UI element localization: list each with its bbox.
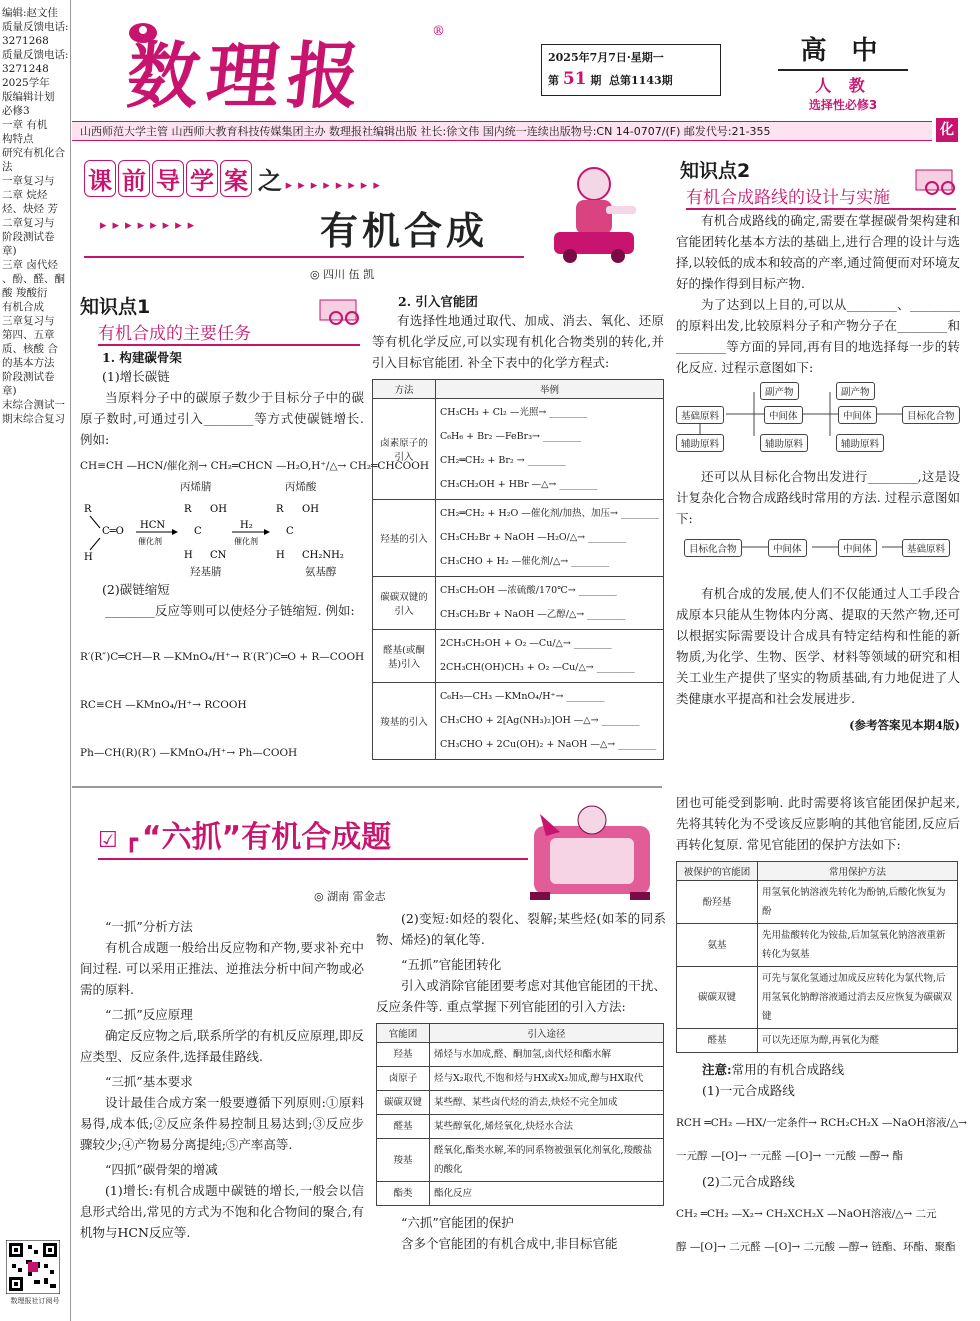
intro-example: 2CH₃CH(OH)CH₃ + O₂ —Cu/△→ ________ (439, 662, 635, 673)
banner1-arrows: ▸▸▸▸▸▸▸▸ (100, 218, 201, 233)
svg-text:H₂: H₂ (240, 520, 253, 531)
kp2-p1: 有机合成路线的确定,需要在掌握碳骨架构建和官能团转化基本方法的基础上,进行合理的设计与选择,以较低的成本和较高的产率,通过简便而对环境友好的操作得到目标产物. (676, 213, 960, 291)
intro-method: 卤素原子的引入 (373, 399, 436, 500)
six-c2b: 引入或消除官能团要考虑对其他官能团的干扰、反应条件等. 重点掌握下列官能团的引入方法: (376, 978, 666, 1014)
sidebar-line: 3271268 (2, 35, 49, 47)
kp2-title: 有机合成路线的设计与实施 (686, 183, 956, 210)
six-col1 (80, 912, 364, 1243)
intro-row (373, 399, 664, 500)
issue-date: 2025年7月7日·星期一 (548, 51, 664, 64)
glasses-icon (318, 296, 364, 326)
sidebar-line: 质、核酸 合 (2, 343, 58, 355)
table-row (377, 1067, 664, 1091)
banner1-rule (84, 256, 524, 258)
kp1-r2-names: 羟基腈 氨基醇 (190, 566, 337, 578)
svg-text:催化剂: 催化剂 (138, 537, 162, 546)
svg-text:OH: OH (210, 504, 227, 515)
kp1-r1-names: 丙烯腈 丙烯酸 (180, 481, 317, 493)
sidebar-text (2, 6, 69, 426)
kp2-body (676, 210, 960, 733)
sidebar-line: 编辑:赵文佳 (2, 7, 59, 19)
table-cell: 可以先还原为醇,再氧化为醛 (758, 1029, 958, 1053)
book-label: 选择性必修3 (808, 98, 878, 112)
table-row (677, 1029, 958, 1053)
six-note: 注意:常用的有机合成路线 (702, 1062, 845, 1077)
svg-text:R: R (276, 504, 284, 515)
kp1-h1: 1. 构建碳骨架 (102, 350, 182, 365)
banner1-pill: 课 (84, 160, 116, 197)
kp1-aldehyde-structure (80, 498, 364, 564)
banner1-pill: 学 (186, 160, 218, 197)
kp2-p4: 有机合成的发展,使人们不仅能通过人工手段合成原本只能从生物体内分离、提取的天然产物,还可以根据实际需要设计合成具有特定结构和性能的新物质,为化学、生物、医学、材料等领域的研究和相关工业生产提供了坚实的物质基础,有力地促进了人类健康水平提高和社会发展进步. (676, 586, 960, 706)
route2-line1: CH₂ ═CH₂ —X₂→ CH₂XCH₂X —NaOH溶液/△→ 二元 (676, 1208, 937, 1220)
six-heading: “二抓”反应原理 (105, 1007, 193, 1022)
svg-text:R: R (184, 504, 192, 515)
banner1-title: 有机合成 (320, 209, 489, 253)
date-box (541, 44, 721, 96)
svg-text:OH: OH (302, 504, 319, 515)
six-heading: “三抓”基本要求 (105, 1074, 193, 1089)
sidebar-line: 研究有机化合 (2, 147, 65, 159)
table-cell: 酯化反应 (430, 1182, 664, 1206)
intro-row (373, 630, 664, 683)
table-cell: 某些醇氧化,烯烃氧化,炔烃水合法 (430, 1115, 664, 1139)
kp1-reaction4: RC≡CH —KMnO₄/H⁺→ RCOOH (80, 699, 247, 711)
table-cell: 碳碳双键 (377, 1091, 430, 1115)
route1-line1: RCH ═CH₂ —HX/一定条件→ RCH₂CH₂X —NaOH溶液/△→ (676, 1117, 967, 1129)
table-row (677, 924, 958, 967)
issue-number: 51 (562, 69, 587, 89)
table-cell: 先用盐酸转化为铵盐,后加氢氧化钠溶液重新转化为氨基 (758, 924, 958, 967)
sidebar-line: 的基本方法 (2, 357, 55, 369)
sidebar-line: 末综合测试一 (2, 399, 65, 411)
sidebar-line: 三章 卤代烃 (2, 259, 58, 271)
svg-text:C: C (286, 526, 294, 537)
kp1b (372, 292, 664, 760)
svg-text:HCN: HCN (140, 520, 166, 531)
table-cell: 可先与氯化氢通过加成反应转化为氯代物,后用氢氧化钠醇溶液通过消去反应恢复为碳碳双键 (758, 967, 958, 1029)
sidebar-line: 章) (2, 245, 17, 257)
table-cell: 烯烃与水加成,醛、酮加氢,卤代烃和酯水解 (430, 1043, 664, 1067)
svg-text:C═O: C═O (102, 526, 124, 537)
sidebar-line: 有机合成 (2, 301, 44, 313)
kp1-p2: ________反应等则可以使烃分子链缩短. 例如: (105, 603, 355, 618)
intro-example: CH₃CHO + 2[Ag(NH₃)₂]OH —△→ ________ (439, 715, 640, 726)
sidebar-line: 2025学年 (2, 77, 50, 89)
table-row (677, 881, 958, 924)
kp1-reaction3: R′(R″)C═CH—R —KMnO₄/H⁺→ R′(R″)C═O + R—COOH (80, 651, 365, 663)
table-row (377, 1043, 664, 1067)
intro-example: CH₃CH₂OH —浓硫酸/170℃→ ________ (439, 585, 617, 596)
intro-method: 醛基(或酮基)引入 (373, 630, 436, 683)
table-row (677, 967, 958, 1029)
svg-text:H: H (276, 550, 285, 561)
table-cell: 卤原子 (377, 1067, 430, 1091)
intro-row (373, 577, 664, 630)
intro-row (373, 500, 664, 577)
sidebar-line: 一章 有机 (2, 119, 48, 131)
six-c2h2: “六抓”官能团的保护 (401, 1215, 514, 1230)
qr-caption: 数理报社订阅号 (10, 1297, 60, 1305)
kp2-p2: 为了达到以上目的,可以从________、________的原料出发,比较原料分子和产物分子在________和________等方面的异同,再有目的地选择每一步的转化反应. 过程示意图如下: (676, 297, 960, 375)
kp1-h1a: (1)增长碳链 (102, 369, 170, 384)
robot-illustration (534, 160, 654, 264)
intro-example: CH₃CH₃ + Cl₂ —光照→ ________ (439, 407, 588, 418)
tv-illustration (520, 796, 660, 904)
sidebar-line: 构特点 (2, 133, 34, 145)
sidebar-line: 酸 羧酸衍 (2, 287, 48, 299)
subject-badge: 化 (936, 118, 958, 142)
kp1-title: 有机合成的主要任务 (98, 319, 360, 346)
banner2: ☑ ┏ “六抓”有机合成题 (98, 820, 392, 855)
sidebar-line: 章) (2, 385, 17, 397)
table-row (377, 1139, 664, 1182)
svg-text:H: H (184, 550, 193, 561)
registered-mark: ® (432, 24, 445, 39)
left-sidebar (0, 0, 71, 1321)
kp1b-h2: 2. 引入官能团 (398, 294, 478, 309)
banner2-rule (98, 858, 528, 860)
grade-box (778, 30, 908, 113)
publisher-info-bar: 山西师范大学主管 山西师大教育科技传媒集团主办 数理报社编辑出版 社长:徐文伟 国内统一连续出版物号:CN 14-0707/(F) 邮发代号:21-355 (72, 121, 932, 141)
sidebar-line: 二章 烷烃 (2, 189, 48, 201)
fg-intro-table: 官能团 引入途径 羟基 烯烃与水加成,醛、酮加氢,卤代烃和酯水解 卤原子 烃与X₂取代,不饱和烃与HX或X₂加成,醇与HX取代 碳碳双键 某些醇、某些卤代烃的消去,炔烃不完全加成 醛基 某些醇氧化,烯烃氧化,炔烃水合法 羧基 醛氧化,酯类水解,苯的同系物被强氧化剂氧化,羧酸盐的酸化 酯类 酯化反应 (376, 1023, 664, 1206)
grade-label: 高 中 (800, 36, 886, 66)
kp1-p1: 当原料分子中的碳原子数少于目标分子中的碳原子数时,可通过引入________等方式使碳链增长. 例如: (80, 390, 364, 447)
sidebar-line: 三章复习与 (2, 315, 55, 327)
kp2-p3: 还可以从目标化合物出发进行________,这是设计复杂化合物合成路线时常用的方法. 过程示意图如下: (676, 469, 960, 526)
table-cell: 醛基 (677, 1029, 758, 1053)
table-cell: 酯类 (377, 1182, 430, 1206)
table-cell: 烃与X₂取代,不饱和烃与HX或X₂加成,醇与HX取代 (430, 1067, 664, 1091)
six-c2a: (2)变短:如烃的裂化、裂解;某些烃(如苯的同系物、烯烃)的氧化等. (376, 911, 666, 947)
banner1-pill: 导 (152, 160, 184, 197)
issue-line: 第 51 期 总第1143期 (548, 69, 673, 89)
route2-heading: (2)二元合成路线 (702, 1174, 795, 1189)
six-c2c: 含多个官能团的有机合成中,非目标官能 (401, 1236, 618, 1251)
table-cell: 用氢氧化钠溶液先转化为酚钠,后酸化恢复为酚 (758, 881, 958, 924)
intro-example: CH₃CH₂OH + HBr —△→ ________ (439, 479, 598, 490)
kp1b-para: 有选择性地通过取代、加成、消去、氧化、还原等有机化学反应,可以实现有机化合物类别的转化,并引入目标官能团. 补全下表中的化学方程式: (372, 313, 664, 370)
intro-example: CH₂═CH₂ + Br₂ → ________ (439, 455, 566, 466)
protect-table: 被保护的官能团 常用保护方法 酚羟基 用氢氧化钠溶液先转化为酚钠,后酸化恢复为酚 氨基 先用盐酸转化为铵盐,后加氢氧化钠溶液重新转化为氨基 碳碳双键 可先与氯化氢通过加成反应转化为氯代物,后用氢氧化钠醇溶液通过消去反应恢复为碳碳双键 醛基 可以先还原为醇,再氧化为醛 (676, 861, 958, 1053)
six-col3 (676, 792, 967, 1254)
table-cell: 酚羟基 (677, 881, 758, 924)
kp2-diagram2: 目标化合物 中间体 中间体 基础原料 (676, 535, 960, 565)
table-cell: 羟基 (377, 1043, 430, 1067)
kp1-h1b: (2)碳链缩短 (102, 582, 170, 597)
intro-group-table: 方法 举例 卤素原子的引入 CH₃CH₃ + Cl₂ —光照→ ________ C₆H₆ + Br₂ —FeBr₃→ ________ CH₂═CH₂ + Br₂ → ________ CH₃CH₂OH + HBr —△→ ________ 羟基的引入 CH₂═CH₂ + H₂O —催化剂/加热、加压→ ________ CH₃CH₂Br + NaOH —H₂O/△→ ________ CH₃CHO + H₂ —催化剂/△→ ________ 碳碳双键的引入 CH₃CH₂OH —浓硫酸/170℃→ ________ CH₃CH₂Br + NaOH —乙醇/△→ ________ 醛基(或酮基)引入 2CH₃CH₂OH + O₂ —Cu/△→ ________ 2CH₃CH(OH)CH₃ + O₂ —Cu/△→ ________ 羧基的引入 C₆H₅—CH₃ —KMnO₄/H⁺→ ________ CH₃CHO + 2[Ag(NH₃)₂]OH —△→ ________ CH₃CHO + 2Cu(OH)₂ + NaOH —△→ ________ (372, 379, 664, 760)
table-row (377, 1182, 664, 1206)
svg-text:C: C (194, 526, 202, 537)
total-issue: 总第1143期 (609, 74, 673, 87)
route1-heading: (1)一元合成路线 (702, 1083, 795, 1098)
intro-method: 羧基的引入 (373, 683, 436, 760)
table-cell: 某些醇、某些卤代烃的消去,炔烃不完全加成 (430, 1091, 664, 1115)
six-heading: “一抓”分析方法 (105, 919, 193, 934)
six-paragraph: (1)增长:有机合成题中碳链的增长,一般会以信息形式给出,常见的方式为不饱和化合物间的聚合,有机物与HCN反应等. (80, 1183, 364, 1240)
sidebar-line: 、酚、醛、酮 (2, 273, 65, 285)
edition-label: 人 教 (815, 76, 871, 95)
six-col2 (376, 908, 666, 1254)
sidebar-line: 阶段测试卷 (2, 231, 55, 243)
six-c3a: 团也可能受到影响. 此时需要将该官能团保护起来,先将其转化为不受该反应影响的其他官能团,反应后再转化复原. 常见官能团的保护方法如下: (676, 795, 960, 852)
intro-row (373, 683, 664, 760)
banner1-pills: 课 前 导 学 案 之 ▸▸▸▸▸▸▸▸ (84, 160, 386, 197)
six-c2h: “五抓”官能团转化 (401, 957, 502, 972)
intro-example: 2CH₃CH₂OH + O₂ —Cu/△→ ________ (439, 638, 612, 649)
six-paragraph: 确定反应物之后,联系所学的有机反应原理,即反应类型、反应条件,选择最佳路线. (80, 1028, 364, 1064)
kp1-reaction1: CH≡CH —HCN/催化剂→ CH₂═CHCN —H₂O,H⁺/△→ CH₂═CHCOOH (80, 460, 430, 472)
sidebar-line: 期末综合复习 (2, 413, 65, 425)
banner1-pill: 案 (220, 160, 252, 197)
kp1-reaction5: Ph—CH(R)(R′) —KMnO₄/H⁺→ Ph—COOH (80, 747, 298, 759)
intro-example: CH₃CH₂Br + NaOH —H₂O/△→ ________ (439, 532, 627, 543)
glasses-icon-2 (914, 166, 960, 196)
intro-method: 碳碳双键的引入 (373, 577, 436, 630)
six-paragraph: 设计最佳合成方案一般要遵循下列原则:①原料易得,成本低;②反应条件易控制且易达到;③反应步骤较少;④产物易分离提纯;⑤产率高等. (80, 1095, 364, 1152)
sidebar-line: 版编辑计划 (2, 91, 55, 103)
kp1-label: 知识点1 (80, 296, 151, 318)
six-heading: “四抓”碳骨架的增减 (105, 1162, 218, 1177)
six-paragraph: 有机合成题一般给出反应物和产物,要求补充中间过程. 可以采用正推法、逆推法分析中间产物或必需的原料. (80, 940, 364, 997)
sidebar-line: 一章复习与 (2, 175, 55, 187)
route1-line2: 一元醇 —[O]→ 一元醛 —[O]→ 一元酸 —醇→ 酯 (676, 1150, 904, 1162)
svg-text:CN: CN (210, 550, 227, 561)
svg-text:催化剂: 催化剂 (234, 537, 258, 546)
intro-example: CH₂═CH₂ + H₂O —催化剂/加热、加压→ ________ (439, 508, 659, 519)
section-divider (72, 786, 662, 788)
banner2-author: ◎ 湖南 雷金志 (314, 890, 386, 903)
kp2-answer-ref: (参考答案见本期4版) (849, 718, 960, 732)
masthead-logo: 数理报 (122, 33, 372, 118)
table-cell: 氨基 (677, 924, 758, 967)
intro-example: CH₃CH₂Br + NaOH —乙醇/△→ ________ (439, 609, 626, 620)
sidebar-line: 第四、五章 (2, 329, 55, 341)
svg-text:CH₂NH₂: CH₂NH₂ (302, 550, 344, 561)
intro-example: C₆H₅—CH₃ —KMnO₄/H⁺→ ________ (439, 691, 605, 702)
table-cell: 醛氧化,酯类水解,苯的同系物被强氧化剂氧化,羧酸盐的酸化 (430, 1139, 664, 1182)
table-cell: 醛基 (377, 1115, 430, 1139)
table-row (377, 1091, 664, 1115)
banner1-pill: 前 (118, 160, 150, 197)
sidebar-line: 质量反馈电话: (2, 21, 69, 33)
intro-example: CH₃CHO + 2Cu(OH)₂ + NaOH —△→ ________ (439, 739, 657, 750)
sidebar-line: 质量反馈电话: (2, 49, 69, 61)
qr-code (6, 1240, 60, 1294)
table-cell: 羧基 (377, 1139, 430, 1182)
intro-method: 羟基的引入 (373, 500, 436, 577)
sidebar-line: 必修3 (2, 105, 30, 117)
sidebar-line: 法 (2, 161, 13, 173)
banner2-title: “六抓”有机合成题 (141, 820, 392, 855)
sidebar-line: 阶段测试卷 (2, 371, 55, 383)
route2-line2: 醇 —[O]→ 二元醛 —[O]→ 二元酸 —醇→ 链酯、环酯、聚酯 (676, 1241, 956, 1253)
banner1-zhi: 之 (257, 167, 282, 195)
kp2-diagram1: 基础原料 副产物 副产物 中间体 中间体 目标化合物 辅助原料 辅助原料 辅助原料 (676, 378, 960, 458)
sidebar-line: 3271248 (2, 63, 49, 75)
intro-example: CH₃CHO + H₂ —催化剂/△→ ________ (439, 556, 610, 567)
intro-example: C₆H₆ + Br₂ —FeBr₃→ ________ (439, 431, 581, 442)
svg-text:H: H (84, 552, 93, 563)
sidebar-line: 二章复习与 (2, 217, 55, 229)
banner1-author: ◎ 四川 伍 凯 (310, 268, 375, 281)
kp2-label: 知识点2 (680, 160, 751, 182)
table-row (377, 1115, 664, 1139)
table-cell: 碳碳双键 (677, 967, 758, 1029)
svg-text:R: R (84, 504, 92, 515)
sidebar-line: 烃、炔烃 芳 (2, 203, 58, 215)
